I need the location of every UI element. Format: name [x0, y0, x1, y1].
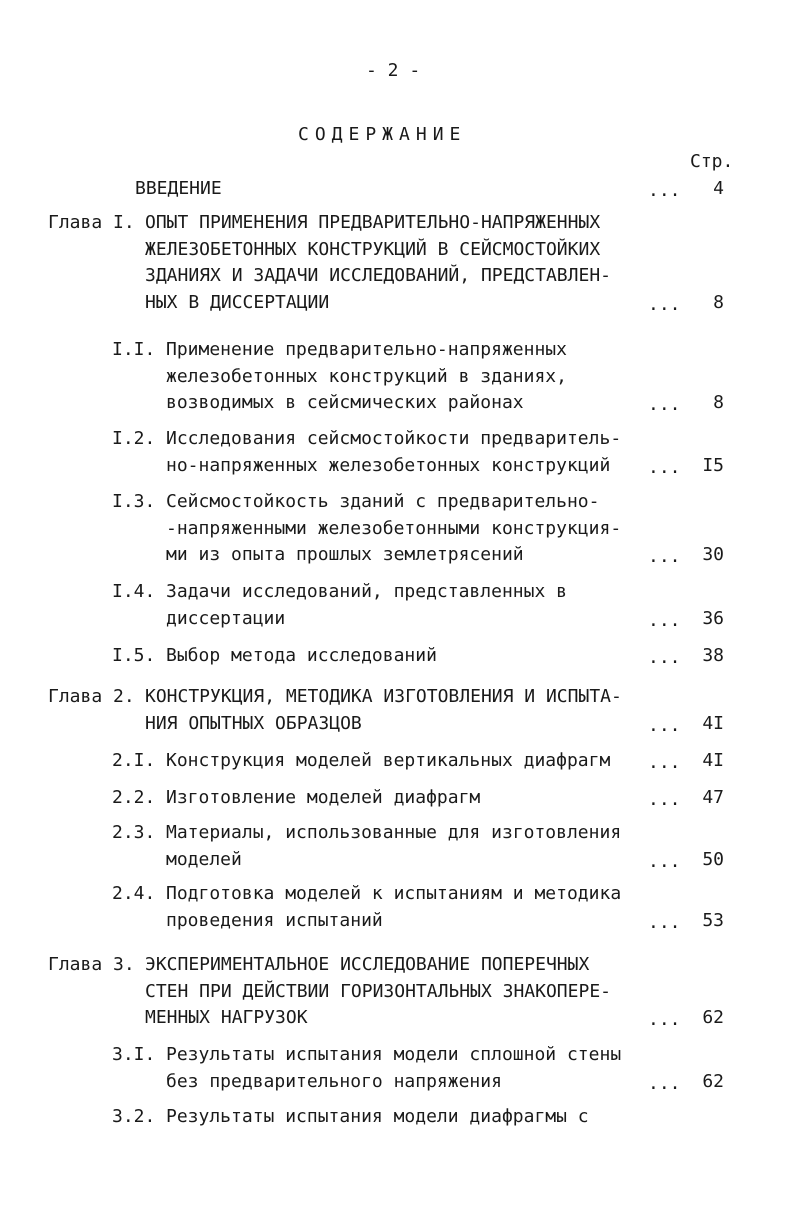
toc-leader-dots: ...	[648, 1009, 681, 1030]
toc-leader-dots: ...	[648, 714, 681, 736]
toc-entry-text-line: КОНСТРУКЦИЯ, МЕТОДИКА ИЗГОТОВЛЕНИЯ И ИСПЫТА-	[145, 686, 622, 707]
toc-entry-text-line: но-напряженных железобетонных конструкций	[166, 454, 611, 476]
toc-entry-text-line: ВВЕДЕНИЕ	[135, 178, 222, 199]
toc-page-number: 53	[702, 909, 724, 931]
toc-entry-text-line: ОПЫТ ПРИМЕНЕНИЯ ПРЕДВАРИТЕЛЬНО-НАПРЯЖЕННЫХ	[145, 212, 601, 233]
toc-entry-text-line: Выбор метода исследований	[166, 645, 437, 666]
toc-entry-text-line: НИЯ ОПЫТНЫХ ОБРАЗЦОВ	[145, 712, 362, 734]
toc-leader-dots: ...	[648, 546, 681, 567]
toc-entry-text-line: -напряженными железобетонными конструкция-	[166, 517, 622, 539]
toc-entry-text-line: ЖЕЛЕЗОБЕТОННЫХ КОНСТРУКЦИЙ В СЕЙСМОСТОЙКИХ	[145, 238, 601, 260]
toc-leader-dots: ...	[648, 789, 681, 810]
toc-leader-dots: ...	[648, 752, 681, 773]
toc-entry-text-line: Конструкция моделей вертикальных диафрагм	[166, 750, 611, 771]
toc-entry-label: 3.I.	[112, 1044, 156, 1065]
toc-entry-text-line: возводимых в сейсмических районах	[166, 392, 524, 413]
toc-entry-text-line: Материалы, использованные для изготовления	[166, 822, 622, 843]
toc-entry-text-line: МЕННЫХ НАГРУЗОК	[145, 1007, 308, 1028]
toc-entry-label: 2.I.	[112, 750, 156, 771]
toc-entry-label: I.2.	[112, 428, 156, 449]
toc-page-number: 30	[702, 544, 724, 565]
toc-leader-dots: ...	[648, 180, 681, 201]
toc-page-number: 62	[702, 1007, 724, 1028]
toc-entry-text-line: моделей	[166, 848, 242, 870]
toc-entry-text-line: НЫХ В ДИССЕРТАЦИИ	[145, 291, 330, 313]
page-column-header: Стр.	[690, 151, 734, 172]
toc-entry-text-line: Исследования сейсмостойкости предваритель-	[166, 428, 622, 449]
toc-page-number: 36	[702, 607, 724, 629]
toc-entry-text-line: без предварительного напряжения	[166, 1070, 502, 1092]
toc-entry-text-line: Применение предварительно-напряженных	[166, 339, 567, 360]
toc-entry-text-line: ми из опыта прошлых землетрясений	[166, 544, 524, 565]
toc-entry-label: 2.3.	[112, 822, 156, 843]
toc-entry-label: I.I.	[112, 339, 156, 360]
toc-page-number: 50	[702, 848, 724, 870]
toc-entry-label: Глава 2.	[48, 686, 135, 707]
toc-entry-label: Глава I.	[48, 212, 135, 233]
toc-entry-text-line: ЭКСПЕРИМЕНТАЛЬНОЕ ИССЛЕДОВАНИЕ ПОПЕРЕЧНЫХ	[145, 954, 590, 975]
page-number: - 2 -	[366, 60, 421, 81]
toc-entry-text-line: проведения испытаний	[166, 909, 383, 931]
toc-leader-dots: ...	[648, 609, 681, 631]
toc-leader-dots: ...	[648, 293, 681, 315]
toc-entry-text-line: ЗДАНИЯХ И ЗАДАЧИ ИССЛЕДОВАНИЙ, ПРЕДСТАВЛЕН-	[145, 265, 611, 286]
toc-entry-text-line: железобетонных конструкций в зданиях,	[166, 365, 567, 387]
toc-page-number: 47	[702, 787, 724, 808]
toc-entry-text-line: СТЕН ПРИ ДЕЙСТВИИ ГОРИЗОНТАЛЬНЫХ ЗНАКОПЕРЕ-	[145, 980, 611, 1002]
toc-entry-text-line: Результаты испытания модели диафрагмы с	[166, 1106, 589, 1127]
toc-entry-text-line: Изготовление моделей диафрагм	[166, 787, 481, 808]
toc-entry-label: 2.2.	[112, 787, 156, 808]
toc-page-number: 62	[702, 1070, 724, 1092]
toc-entry-text-line: диссертации	[166, 607, 286, 629]
toc-leader-dots: ...	[648, 456, 681, 478]
toc-page-number: 8	[713, 291, 724, 313]
toc-page-number: 38	[702, 645, 724, 666]
toc-leader-dots: ...	[648, 1072, 681, 1094]
toc-entry-label: I.4.	[112, 581, 156, 602]
toc-leader-dots: ...	[648, 394, 681, 415]
toc-leader-dots: ...	[648, 647, 681, 668]
toc-page-number: 4I	[702, 750, 724, 771]
toc-entry-text-line: Результаты испытания модели сплошной стены	[166, 1044, 622, 1065]
toc-page-number: 8	[713, 392, 724, 413]
toc-title: СОДЕРЖАНИЕ	[298, 124, 467, 145]
toc-leader-dots: ...	[648, 850, 681, 872]
toc-page-number: 4	[713, 178, 724, 199]
toc-entry-label: 2.4.	[112, 883, 156, 904]
toc-entry-label: I.3.	[112, 491, 156, 512]
toc-page-number: 4I	[702, 712, 724, 734]
toc-entry-text-line: Задачи исследований, представленных в	[166, 581, 567, 602]
toc-leader-dots: ...	[648, 911, 681, 933]
toc-entry-label: 3.2.	[112, 1106, 156, 1127]
toc-entry-text-line: Сейсмостойкость зданий с предварительно-	[166, 491, 600, 512]
toc-entry-text-line: Подготовка моделей к испытаниям и методика	[166, 883, 622, 904]
toc-entry-label: I.5.	[112, 645, 156, 666]
toc-entry-label: Глава 3.	[48, 954, 135, 975]
toc-page-number: I5	[702, 454, 724, 476]
